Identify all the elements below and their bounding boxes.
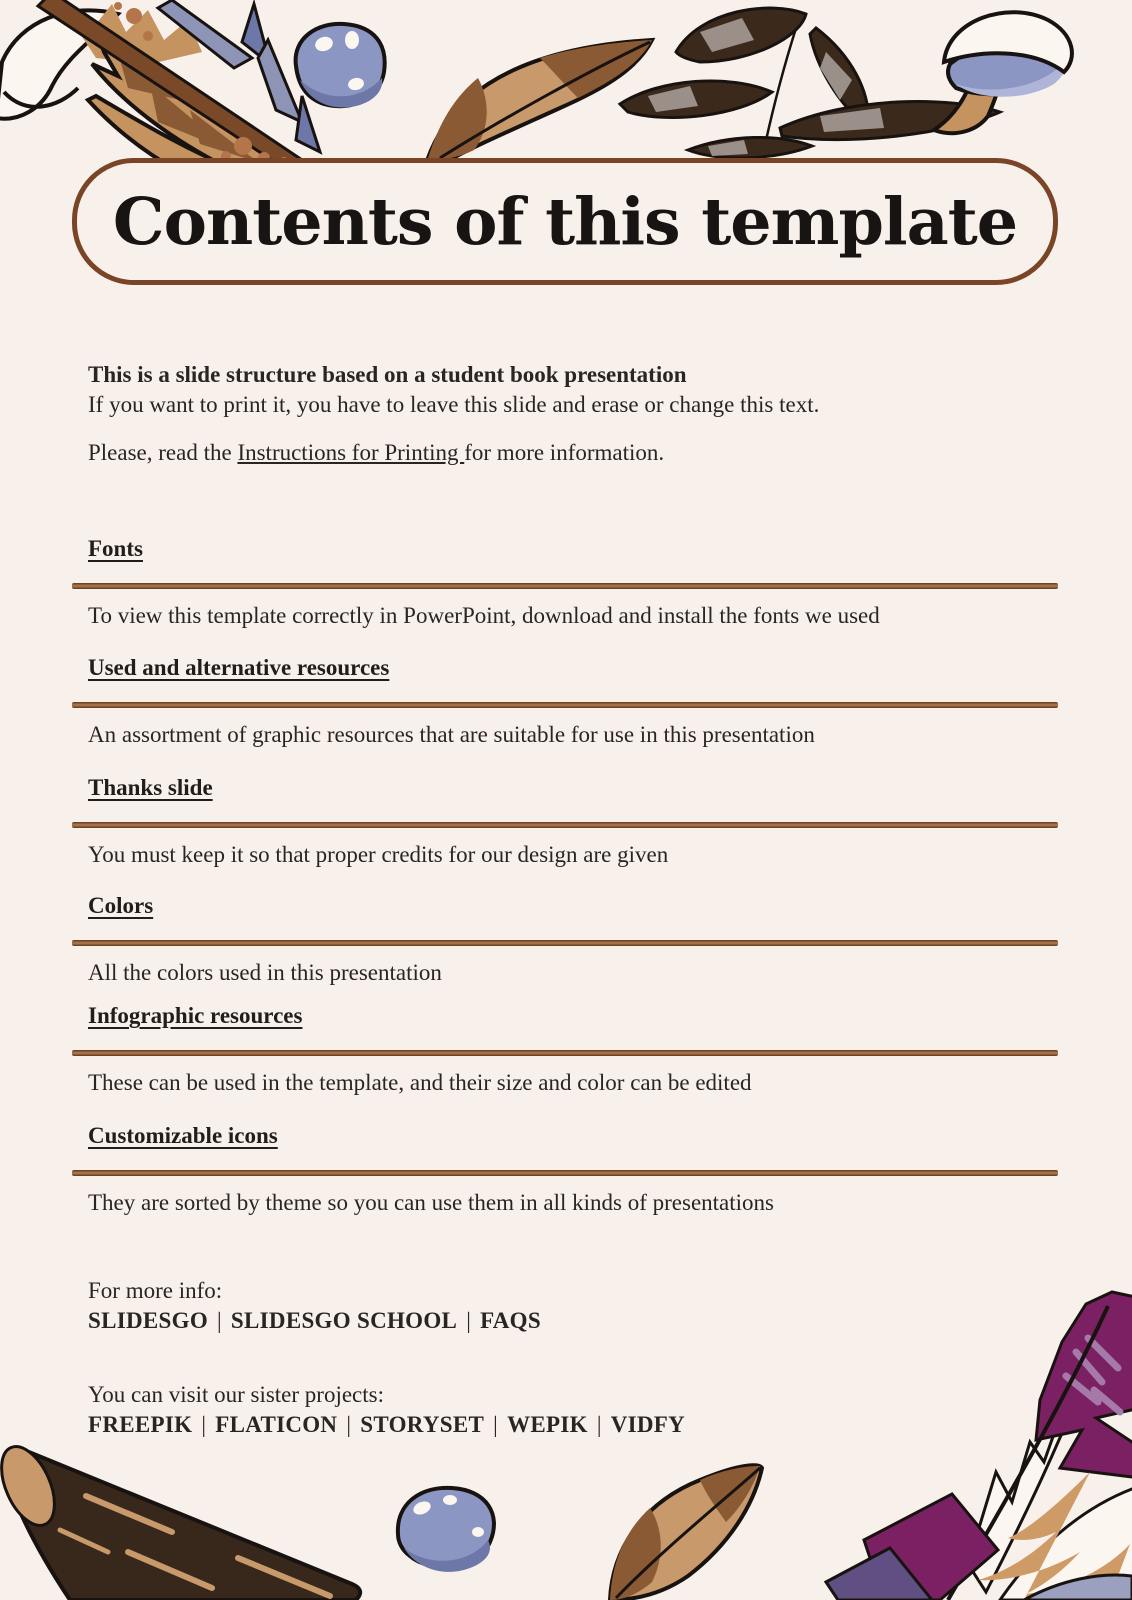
instructions-for-printing-link[interactable]: Instructions for Printing <box>237 440 465 465</box>
section-divider <box>72 1050 1058 1056</box>
intro-line2: If you want to print it, you have to leave this slide and erase or change this text. <box>88 392 820 417</box>
title-box <box>72 158 1058 285</box>
section-divider <box>72 1170 1058 1176</box>
flaticon-link[interactable]: FLATICON <box>215 1412 338 1437</box>
pebble-illustration <box>398 1488 494 1572</box>
bottom-border-illustration <box>0 1290 1132 1600</box>
purple-feather-illustration <box>826 1292 1132 1600</box>
section-divider <box>72 702 1058 708</box>
sister-projects-label: You can visit our sister projects: <box>88 1382 385 1407</box>
mushroom-illustration <box>934 12 1072 133</box>
section-colors <box>72 891 1058 987</box>
page-title: Contents of this template <box>112 183 1018 260</box>
log-illustration <box>0 1439 360 1600</box>
section-divider <box>72 822 1058 828</box>
slidesgo-school-link[interactable]: SLIDESGO SCHOOL <box>230 1308 458 1333</box>
intro-bold-line: This is a slide structure based on a student book presentation <box>88 362 687 387</box>
freepik-link[interactable]: FREEPIK <box>88 1412 193 1437</box>
section-description: They are sorted by theme so you can use them in all kinds of presentations <box>88 1190 774 1215</box>
intro-line3-prefix: Please, read the <box>88 440 238 465</box>
section-heading-link[interactable]: Used and alternative resources <box>88 655 390 680</box>
link-separator: | <box>493 1412 499 1437</box>
section-description: All the colors used in this presentation <box>88 960 442 985</box>
section-infographic-resources <box>72 1001 1058 1097</box>
section-description: To view this template correctly in PowerPoint, download and install the fonts we used <box>88 603 880 628</box>
vidfy-link[interactable]: VIDFY <box>610 1412 686 1437</box>
link-separator: | <box>596 1412 602 1437</box>
section-heading-link[interactable]: Fonts <box>88 536 143 561</box>
berry-illustration <box>296 24 385 108</box>
section-heading-link[interactable]: Customizable icons <box>88 1123 278 1148</box>
leaf-illustration <box>428 40 652 162</box>
link-separator: | <box>346 1412 352 1437</box>
leaf-illustration <box>610 1465 762 1600</box>
intro-line3 <box>88 438 1038 468</box>
wepik-link[interactable]: WEPIK <box>507 1412 588 1437</box>
faqs-link[interactable]: FAQS <box>480 1308 541 1333</box>
more-info-links <box>88 1306 541 1336</box>
intro-line3-suffix: for more information. <box>464 440 665 465</box>
section-fonts <box>72 534 1058 630</box>
link-separator: | <box>201 1412 207 1437</box>
sister-projects-block <box>88 1380 685 1440</box>
branch-leaves-illustration <box>620 8 1000 168</box>
intro-text <box>88 360 1038 468</box>
top-border-illustration <box>0 0 1132 172</box>
more-info-label: For more info: <box>88 1278 223 1303</box>
link-separator: | <box>466 1308 472 1333</box>
feather-cluster-illustration <box>0 0 320 172</box>
section-heading-link[interactable]: Infographic resources <box>88 1003 303 1028</box>
section-used-and-alternative-resources <box>72 653 1058 749</box>
section-description: These can be used in the template, and their size and color can be edited <box>88 1070 752 1095</box>
section-divider <box>72 940 1058 946</box>
section-divider <box>72 583 1058 589</box>
section-thanks-slide <box>72 773 1058 869</box>
more-info-block <box>88 1276 541 1336</box>
storyset-link[interactable]: STORYSET <box>360 1412 485 1437</box>
sister-projects-links <box>88 1410 685 1440</box>
link-separator: | <box>217 1308 222 1333</box>
section-heading-link[interactable]: Thanks slide <box>88 775 213 800</box>
section-description: You must keep it so that proper credits for our design are given <box>88 842 669 867</box>
slidesgo-link[interactable]: SLIDESGO <box>88 1308 209 1333</box>
section-description: An assortment of graphic resources that are suitable for use in this presentation <box>88 722 815 747</box>
section-heading-link[interactable]: Colors <box>88 893 154 918</box>
section-customizable-icons <box>72 1121 1058 1217</box>
